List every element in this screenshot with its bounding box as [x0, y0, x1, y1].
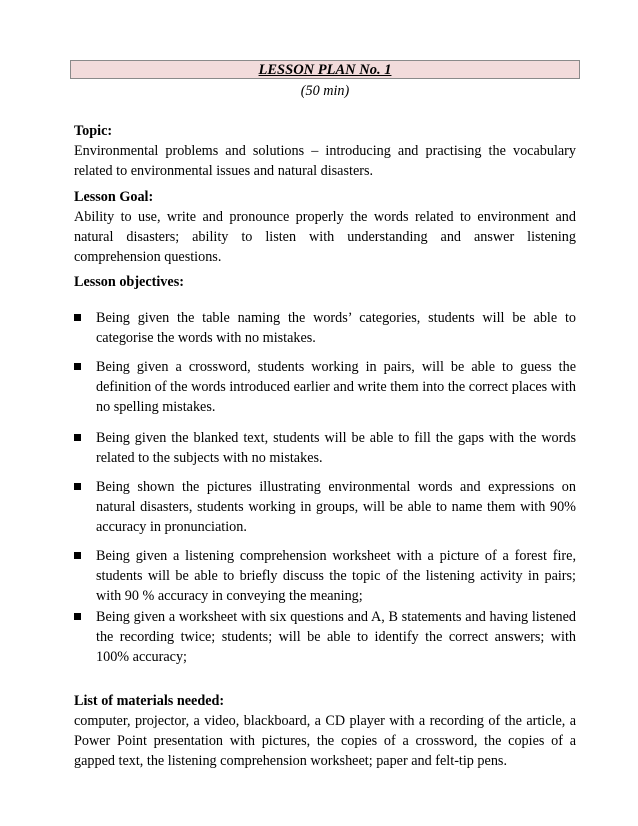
square-bullet-icon: [74, 483, 81, 490]
objectives-list: [74, 607, 576, 667]
list-item: [74, 428, 576, 468]
materials-section: [74, 691, 576, 771]
square-bullet-icon: [74, 314, 81, 321]
objectives-heading: Lesson objectives:: [74, 274, 184, 290]
objective-text: Being shown the pictures illustrating environmental words and expressions on natural disasters, students working in groups, will be able to name them with 90% accuracy in pronunciation.: [96, 479, 576, 535]
objective-text: Being given a crossword, students working in pairs, will be able to guess the definition of the words introduced earlier and write them into the correct places with no spelling mistakes.: [96, 359, 576, 415]
objectives-list: [74, 357, 576, 417]
list-item: [74, 546, 576, 606]
objective-text: Being given a listening comprehension worksheet with a picture of a forest fire, students will be able to briefly discuss the topic of the listening activity in pairs; with 90 % accuracy in conveying the meaning;: [96, 548, 576, 604]
topic-text: Environmental problems and solutions – introducing and practising the vocabulary related to environmental issues and natural disasters.: [74, 143, 576, 179]
materials-heading: List of materials needed:: [74, 693, 225, 709]
goal-text: Ability to use, write and pronounce properly the words related to environment and natural disasters; ability to listen with understanding and answer listening comprehension questions.: [74, 209, 576, 265]
list-item: [74, 357, 576, 417]
topic-section: [74, 121, 576, 181]
lesson-plan-title: LESSON PLAN No. 1: [70, 60, 580, 79]
objectives-list: [74, 428, 576, 468]
objective-text: Being given the table naming the words’ categories, students will be able to categorise the words with no mistakes.: [96, 310, 576, 346]
objective-text: Being given a worksheet with six questions and A, B statements and having listened the recording twice; students; will be able to identify the correct answers; with 100% accuracy;: [96, 609, 576, 665]
square-bullet-icon: [74, 613, 81, 620]
list-item: [74, 308, 576, 348]
list-item: [74, 477, 576, 537]
objectives-list: [74, 308, 576, 348]
list-item: [74, 607, 576, 667]
lesson-duration: (50 min): [300, 83, 350, 99]
topic-heading: Topic:: [74, 123, 113, 139]
objective-text: Being given the blanked text, students will be able to fill the gaps with the words related to the subjects with no mistakes.: [96, 430, 576, 466]
goal-section: [74, 187, 576, 267]
objectives-list: [74, 546, 576, 606]
objectives-section: [74, 272, 576, 292]
goal-heading: Lesson Goal:: [74, 189, 154, 205]
square-bullet-icon: [74, 434, 81, 441]
objectives-list: [74, 477, 576, 537]
square-bullet-icon: [74, 363, 81, 370]
materials-text: computer, projector, a video, blackboard, a CD player with a recording of the article, a Power Point presentation with pictures, the copies of a crossword, the copies of a gapped text, the listening comprehension worksheet; paper and felt-tip pens.: [74, 713, 576, 769]
square-bullet-icon: [74, 552, 81, 559]
